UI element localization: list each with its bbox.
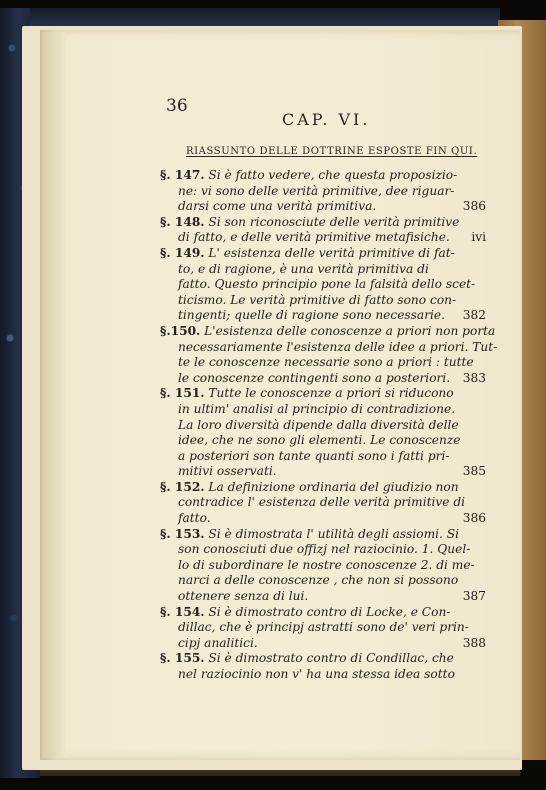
line-text: fatto. <box>178 511 211 526</box>
line-text: le conoscenze contingenti sono a posteriori. <box>178 370 451 385</box>
text-line <box>160 199 486 215</box>
page-reference: 386 <box>462 199 486 214</box>
line-text: La loro diversità dipende dalla diversità delle <box>178 417 459 432</box>
text-line <box>160 371 486 387</box>
line-text: narci a delle conoscenze , che non si possono <box>178 573 459 588</box>
page-reference: ivi <box>471 230 486 245</box>
page-reference: 382 <box>462 308 486 323</box>
line-text: to, e di ragione, è una verità primitiva di <box>178 261 429 276</box>
text-line <box>160 605 486 621</box>
line-text: darsi come una verità primitiva. <box>178 199 377 214</box>
section-number: §. 148. <box>160 214 205 229</box>
text-line <box>160 449 486 465</box>
line-text: lo di subordinare le nostre conoscenze 2. di me- <box>178 557 475 572</box>
text-line <box>160 667 486 683</box>
text-line <box>160 355 486 371</box>
text-line <box>160 527 486 543</box>
text-line <box>160 323 496 340</box>
line-text: necessariamente l'esistenza delle idee a priori. Tut- <box>178 339 498 354</box>
page-gutter <box>42 32 66 758</box>
line-text: Si son riconosciute delle verità primitive <box>204 214 460 229</box>
line-text: te le conoscenze necessarie sono a priori : tutte <box>178 355 474 370</box>
line-text: Si è fatto vedere, che questa proposizio- <box>204 168 458 182</box>
line-text: mitivi osservati. <box>178 464 277 479</box>
line-text: L'esistenza delle conoscenze a priori non porta <box>200 323 496 338</box>
line-text: Si è dimostrata l' utilità degli assiomi. Si <box>204 526 460 541</box>
summary-text-block <box>160 168 498 683</box>
text-line <box>160 511 486 527</box>
line-text: nel raziocinio non v' ha una stessa idea sotto <box>178 667 455 681</box>
line-text: contradice l' esistenza delle verità primitive di <box>178 495 466 510</box>
text-line <box>160 262 486 278</box>
line-text: ne: vi sono delle verità primitive, dee riguar- <box>178 183 455 198</box>
text-line <box>160 558 486 574</box>
text-line <box>160 308 486 324</box>
line-text: Si è dimostrato contro di Condillac, che <box>204 651 454 666</box>
page-reference: 383 <box>462 370 486 385</box>
text-line <box>160 246 486 262</box>
section-number: §. 155. <box>160 651 205 666</box>
page-reference: 387 <box>462 589 486 604</box>
line-text: di fatto, e delle verità primitive metafisiche. <box>178 230 450 245</box>
page-reference: 385 <box>462 464 486 479</box>
text-line <box>160 402 486 418</box>
line-text: tingenti; quelle di ragione sono necessarie. <box>178 308 446 323</box>
line-text: idee, che ne sono gli elementi. Le conoscenze <box>178 433 461 448</box>
text-line <box>160 277 486 293</box>
text-line <box>160 464 486 480</box>
text-line <box>160 620 486 636</box>
line-text: ticismo. Le verità primitive di fatto sono con- <box>178 292 457 307</box>
section-number: §. 147. <box>160 168 205 182</box>
text-line <box>160 184 486 200</box>
line-text: La definizione ordinaria del giudizio non <box>204 479 459 494</box>
text-line <box>160 542 486 558</box>
text-line <box>160 293 486 309</box>
line-text: fatto. Questo principio pone la falsità dello scet- <box>178 277 476 292</box>
section-number: §. 154. <box>160 604 205 619</box>
section-number: §. 153. <box>160 526 205 541</box>
section-number: §. 149. <box>160 245 205 260</box>
page-reference: 388 <box>462 635 486 650</box>
line-text: cipj analitici. <box>178 635 258 650</box>
text-line <box>160 651 486 667</box>
text-line <box>160 230 486 246</box>
section-number: §. 151. <box>160 386 205 401</box>
book-cover-top <box>30 8 500 26</box>
text-line <box>160 573 486 589</box>
text-line <box>160 433 486 449</box>
text-line <box>160 636 486 652</box>
line-text: ottenere senza di lui. <box>178 589 309 604</box>
text-line <box>160 215 486 231</box>
line-text: Tutte le conoscenze a priori si riducono <box>204 386 454 401</box>
text-line <box>160 339 498 356</box>
line-text: dillac, che è principj astratti sono de' veri prin- <box>178 620 469 635</box>
page-reference: 386 <box>462 511 486 526</box>
line-text: Si è dimostrato contro di Locke, e Con- <box>204 604 451 619</box>
text-line <box>160 168 486 184</box>
text-line <box>160 589 486 605</box>
text-line <box>160 480 486 496</box>
chapter-subtitle: RIASSUNTO DELLE DOTTRINE ESPOSTE FIN QUI. <box>186 146 478 157</box>
text-line <box>160 418 486 434</box>
chapter-heading: CAP. VI. <box>282 110 371 129</box>
section-number: §.150. <box>160 323 201 338</box>
line-text: a posteriori son tante quanti sono i fatti pri- <box>178 448 450 463</box>
text-line <box>160 495 486 511</box>
line-text: son conosciuti due offizj nel raziocinio. 1. Quel- <box>178 542 471 557</box>
text-line <box>160 386 486 402</box>
section-number: §. 152. <box>160 479 205 494</box>
line-text: L' esistenza delle verità primitive di fat- <box>204 245 455 260</box>
page-number: 36 <box>166 96 188 116</box>
line-text: in ultim' analisi al principio di contradizione. <box>178 401 456 416</box>
